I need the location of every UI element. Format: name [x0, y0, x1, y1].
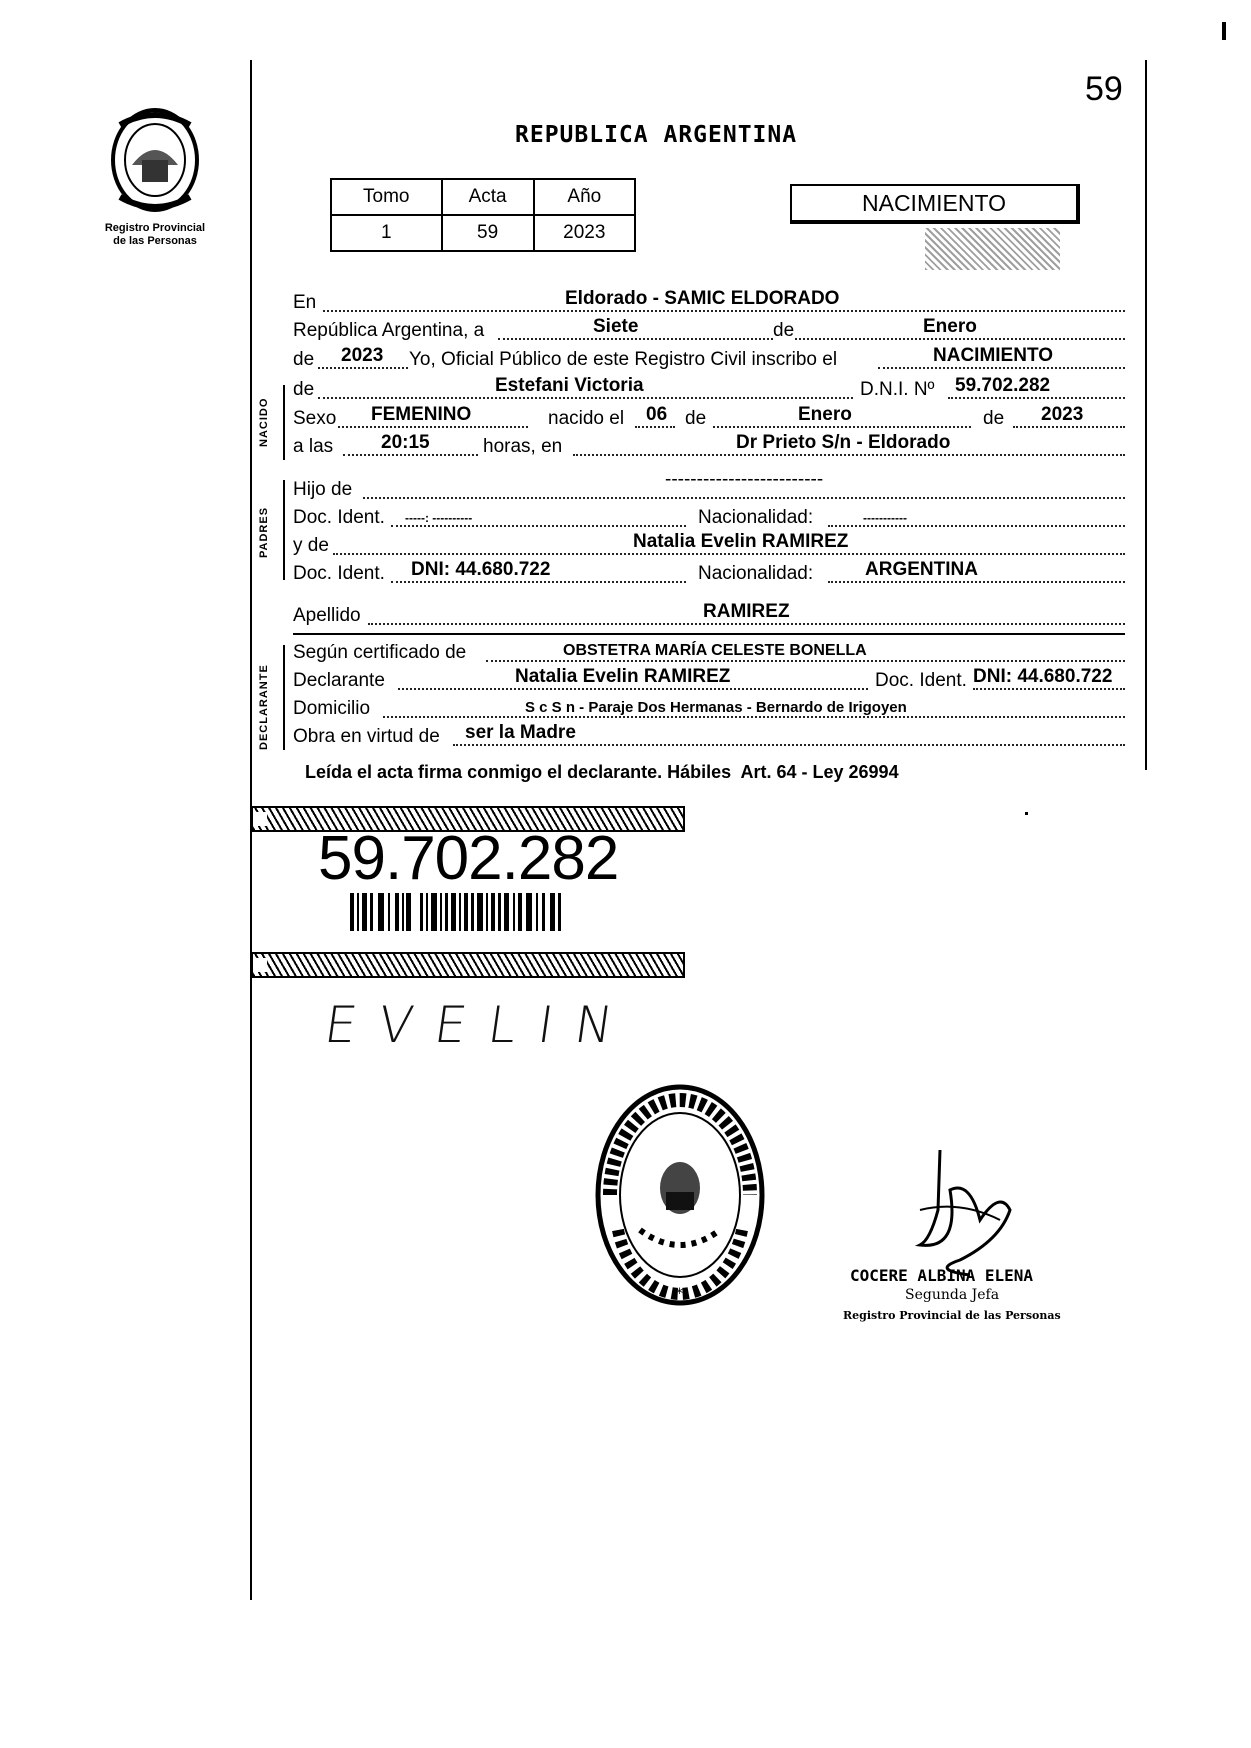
father-nationality: ----------- — [863, 511, 907, 525]
signatory-org: Registro Provincial de las Personas — [843, 1309, 1061, 1322]
record-type-box: NACIMIENTO — [790, 184, 1080, 224]
apellido-rule — [293, 633, 1125, 635]
father-name: ------------------------- — [665, 469, 824, 490]
registry-ref-table — [330, 178, 636, 252]
security-band-bottom — [251, 952, 685, 978]
header-acta: Acta — [442, 179, 534, 215]
birth-day: 06 — [646, 404, 668, 425]
certificate-by: OBSTETRA MARÍA CELESTE BONELLA — [563, 642, 867, 659]
row-doc-padre: Doc. Ident. -----: ---------- Nacionalidad: ----------- — [293, 505, 1125, 531]
row-declarante: Declarante Natalia Evelin RAMIREZ Doc. Ident. DNI: 44.680.722 — [293, 668, 1125, 694]
row-certificado: Según certificado de OBSTETRA MARÍA CELESTE BONELLA — [293, 640, 1125, 666]
declarant-doc: DNI: 44.680.722 — [973, 666, 1113, 687]
year-value: 2023 — [341, 345, 384, 366]
document-title: REPUBLICA ARGENTINA — [515, 122, 798, 148]
birth-month: Enero — [798, 404, 852, 425]
signatory-name: COCERE ALBINA ELENA — [850, 1266, 1034, 1285]
mother-nationality: ARGENTINA — [865, 559, 978, 580]
row-hora: a las 20:15 horas, en Dr Prieto S/n - Eldorado — [293, 434, 1125, 460]
row-obra: Obra en virtud de ser la Madre — [293, 724, 1125, 750]
registry-emblem — [100, 105, 210, 215]
svg-text:*: * — [676, 1286, 683, 1302]
page-number: 59 — [1085, 70, 1123, 108]
signatory-role: Segunda Jefa — [905, 1287, 1000, 1303]
mother-doc: DNI: 44.680.722 — [411, 559, 551, 580]
row-nombre: de Estefani Victoria D.N.I. Nº 59.702.282 — [293, 377, 1125, 403]
section-declarante: DECLARANTE — [258, 664, 270, 750]
day-value: Siete — [593, 316, 639, 337]
child-sex: FEMENINO — [371, 404, 472, 425]
mother-name: Natalia Evelin RAMIREZ — [633, 531, 849, 552]
value-anio: 2023 — [534, 215, 635, 251]
address-value: S c S n - Paraje Dos Hermanas - Bernardo de Irigoyen — [525, 699, 907, 716]
event-value: NACIMIENTO — [933, 345, 1053, 366]
registry-name — [90, 222, 220, 248]
handwritten-note: EVELIN — [320, 996, 639, 1054]
birth-year: 2023 — [1041, 404, 1084, 425]
section-nacido: NACIDO — [258, 397, 270, 447]
header-tomo: Tomo — [331, 179, 442, 215]
month-value: Enero — [923, 316, 977, 337]
registry-name-line2: de las Personas — [113, 235, 197, 247]
row-apellido: Apellido RAMIREZ — [293, 603, 1125, 629]
row-inscribo: de 2023 Yo, Oficial Público de este Registro Civil inscribo el NACIMIENTO — [293, 347, 1125, 373]
row-fecha: República Argentina, a Siete de Enero — [293, 318, 1125, 344]
section-padres: PADRES — [258, 506, 270, 558]
row-sexo: Sexo FEMENINO nacido el 06 de Enero de 2023 — [293, 406, 1125, 432]
birth-place: Dr Prieto S/n - Eldorado — [736, 432, 951, 453]
place-value: Eldorado - SAMIC ELDORADO — [565, 288, 840, 309]
child-dni: 59.702.282 — [955, 375, 1051, 396]
header-anio: Año — [534, 179, 635, 215]
value-acta: 59 — [442, 215, 534, 251]
official-seal — [590, 1080, 770, 1310]
barcode — [350, 893, 590, 931]
dni-number-large: 59.702.282 — [318, 824, 619, 893]
row-madre: y de Natalia Evelin RAMIREZ — [293, 533, 1125, 559]
surname-value: RAMIREZ — [703, 601, 790, 622]
speck — [1025, 812, 1028, 815]
value-tomo: 1 — [331, 215, 442, 251]
child-name: Estefani Victoria — [495, 375, 644, 396]
row-doc-madre: Doc. Ident. DNI: 44.680.722 Nacionalidad: ARGENTINA — [293, 561, 1125, 587]
row-domicilio: Domicilio S c S n - Paraje Dos Hermanas - Bernardo de Irigoyen — [293, 696, 1125, 722]
capacity-value: ser la Madre — [465, 722, 576, 743]
security-stamp — [925, 228, 1060, 270]
registry-name-line1: Registro Provincial — [104, 222, 206, 234]
row-en: En Eldorado - SAMIC ELDORADO — [293, 290, 1125, 316]
declarant-name: Natalia Evelin RAMIREZ — [515, 666, 731, 687]
closing-statement: Leída el acta firma conmigo el declarante. Hábiles Art. 64 - Ley 26994 — [305, 762, 899, 782]
corner-mark — [1222, 22, 1226, 40]
father-doc: -----: ---------- — [405, 511, 473, 525]
birth-time: 20:15 — [381, 432, 430, 453]
right-margin-line — [1145, 60, 1147, 770]
row-hijo: Hijo de ------------------------- — [293, 477, 1125, 503]
signature-scribble — [900, 1150, 1020, 1280]
